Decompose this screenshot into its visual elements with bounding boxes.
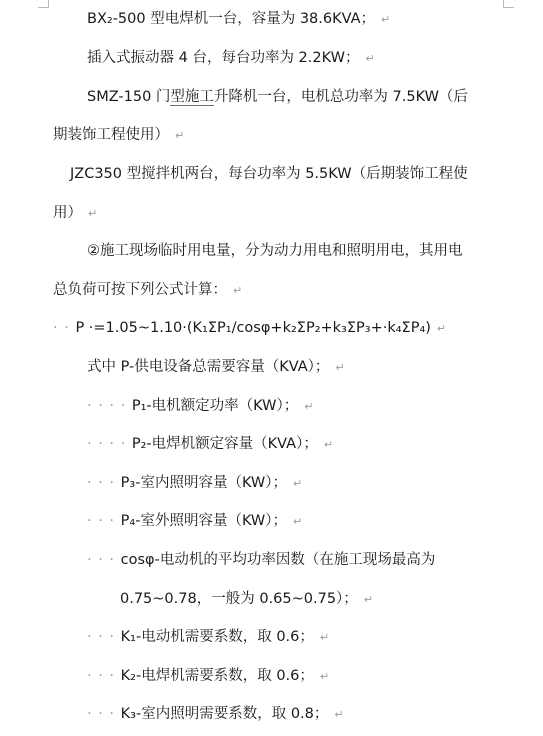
line-text: P₃-室内照明容量（KW）； (120, 475, 288, 491)
paragraph-line-10 (87, 357, 345, 378)
paragraph-mark-icon: ↵ (323, 438, 334, 451)
definition-line-k3 (87, 704, 344, 725)
tab-dots: · · (53, 320, 76, 336)
definition-line-p2 (87, 434, 333, 455)
line-text: P₂-电焊机额定容量（KVA）； (131, 436, 318, 452)
tab-dots: · · · (87, 629, 121, 645)
line-text: K₁-电动机需要系数，取 0.6； (120, 629, 314, 645)
paragraph-line-1 (87, 9, 390, 30)
paragraph-mark-icon: ↵ (88, 207, 98, 220)
line-text: 升降机一台，电机总功率为 7.5KW（后 (213, 89, 468, 105)
line-text: BX₂-500 型电焊机一台，容量为 38.6KVA； (87, 11, 376, 27)
paragraph-mark-icon: ↵ (233, 284, 243, 297)
margin-corner-left (38, 0, 49, 8)
line-text: 用） (53, 205, 82, 221)
line-text: 期装饰工程使用） (53, 127, 169, 143)
definition-line-p4 (87, 511, 302, 532)
paragraph-mark-icon: ↵ (293, 477, 303, 490)
paragraph-line-3 (87, 87, 468, 107)
paragraph-line-8 (53, 280, 242, 301)
paragraph-mark-icon: ↵ (175, 129, 185, 142)
formula-line (53, 318, 446, 339)
paragraph-mark-icon: ↵ (335, 361, 345, 374)
paragraph-mark-icon: ↵ (381, 13, 391, 26)
line-text: SMZ-150 门 (87, 89, 171, 105)
paragraph-mark-icon: ↵ (319, 631, 330, 644)
line-text: K₃-室内照明需要系数，取 0.8； (120, 706, 329, 722)
line-text: 插入式振动器 4 台，每台功率为 2.2KW； (87, 50, 360, 66)
definition-line-k1 (87, 627, 329, 648)
tab-dots: · · · (87, 668, 121, 684)
paragraph-line-5 (70, 164, 468, 184)
line-text: 式中 P-供电设备总需要容量（KVA）； (87, 359, 330, 375)
paragraph-line-4 (53, 125, 184, 146)
definition-line-p1 (87, 396, 313, 417)
line-text: K₂-电焊机需要系数，取 0.6； (120, 668, 314, 684)
grammar-underline[interactable]: 型施工 (170, 89, 214, 105)
line-text: 0.75~0.78，一般为 0.65~0.75）； (120, 591, 358, 607)
paragraph-mark-icon: ↵ (304, 400, 314, 413)
definition-line-k2 (87, 666, 329, 687)
tab-dots: · · · (87, 513, 121, 529)
margin-corner-right (503, 0, 514, 8)
paragraph-mark-icon: ↵ (363, 593, 374, 606)
tab-dots: · · · · (87, 398, 132, 414)
formula-text: P ·=1.05~1.10·(K₁ΣP₁/cosφ+k₂ΣP₂+k₃ΣP₃+·k₄ΣP₄) (75, 320, 431, 336)
paragraph-mark-icon: ↵ (436, 322, 447, 335)
line-text: cosφ-电动机的平均功率因数（在施工现场最高为 (120, 552, 436, 568)
line-text: ②施工现场临时用电量，分为动力用电和照明用电，其用电 (87, 243, 463, 259)
tab-dots: · · · (87, 552, 121, 568)
paragraph-mark-icon: ↵ (293, 515, 303, 528)
paragraph-line-2 (87, 48, 375, 69)
tab-dots: · · · (87, 475, 121, 491)
tab-dots: · · · · (87, 436, 132, 452)
paragraph-line-6 (53, 203, 97, 224)
definition-line-cos-cont (120, 589, 373, 610)
line-text: P₄-室外照明容量（KW）； (120, 513, 288, 529)
paragraph-mark-icon: ↵ (365, 52, 375, 65)
paragraph-mark-icon: ↵ (319, 670, 330, 683)
paragraph-mark-icon: ↵ (334, 708, 344, 721)
definition-line-p3 (87, 473, 302, 494)
paragraph-line-7 (87, 241, 463, 261)
definition-line-cos (87, 550, 435, 570)
tab-dots: · · · (87, 706, 121, 722)
line-text: JZC350 型搅拌机两台，每台功率为 5.5KW（后期装饰工程使 (70, 166, 468, 182)
line-text: 总负荷可按下列公式计算： (53, 282, 227, 298)
line-text: P₁-电机额定功率（KW）； (131, 398, 299, 414)
